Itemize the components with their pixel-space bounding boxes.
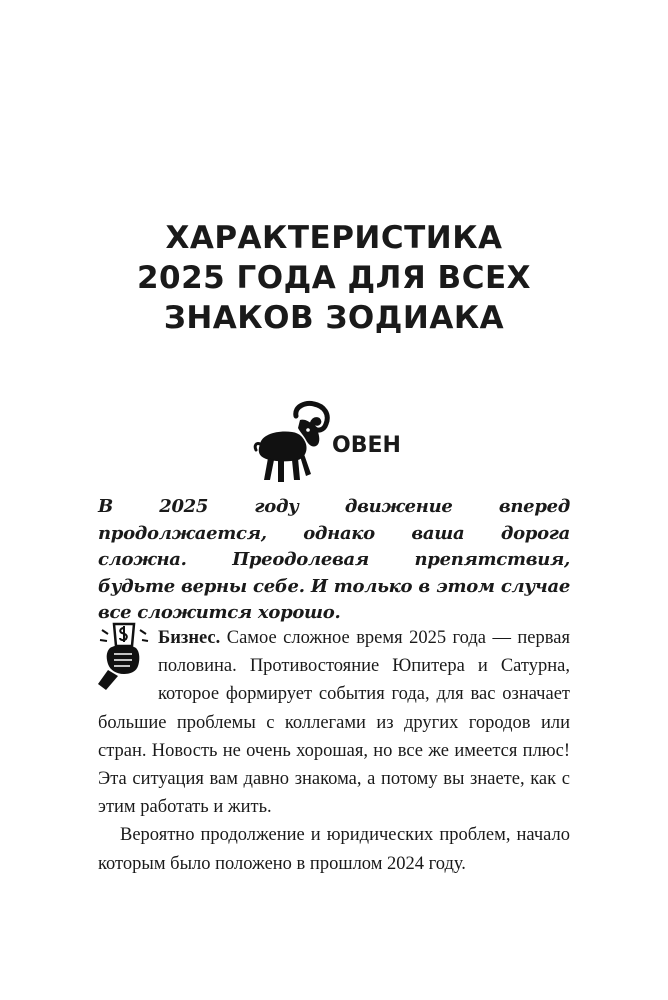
- business-section: [98, 624, 570, 878]
- business-lead: Бизнес.: [158, 628, 221, 648]
- ram-icon: [248, 400, 340, 488]
- chapter-title-line-2: 2025 ГОДА ДЛЯ ВСЕХ: [136, 260, 532, 296]
- zodiac-sign-heading: [248, 400, 428, 490]
- icon-spacer: [98, 624, 158, 702]
- chapter-title: [0, 218, 668, 338]
- chapter-title-line-3: ЗНАКОВ ЗОДИАКА: [163, 300, 505, 336]
- chapter-title-line-1: ХАРАКТЕРИСТИКА: [165, 220, 503, 256]
- business-paragraph-2: Вероятно продолжение и юридических проблем, начало которым было положено в прошлом 2024 году.: [98, 825, 570, 874]
- business-paragraph-1: [98, 624, 570, 821]
- business-text-1: Самое сложное время 2025 года — первая половина. Противостояние Юпитера и Сатурна, которое формирует события года, для вас означает большие проблемы с коллегами из других городов или стран. Новость не очень хорошая, но все же имеется плюс! Эта ситуация вам давно знакома, а потому вы знаете, как с этим работать и жить.: [98, 628, 570, 818]
- sign-name: ОВЕН: [332, 433, 401, 458]
- intro-paragraph: В 2025 году движение вперед продолжается, однако ваша дорога сложна. Преодолевая препятствия, будьте верны себе. И только в этом случае все сложится хорошо.: [98, 496, 570, 623]
